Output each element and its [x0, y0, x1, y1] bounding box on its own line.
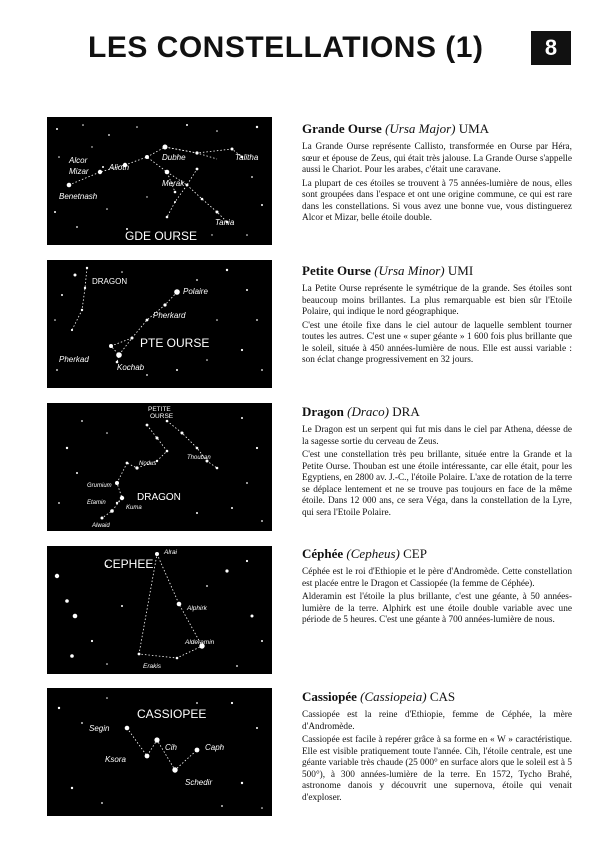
paragraph: Alderamin est l'étoile la plus brillante, c'est une géante, à 50 années-lumière de la terre. Alphirk est une étoile double variable avec une période de 5 heures. C'est une géante à 700 années-lumière de nous. [302, 592, 572, 625]
star-label-pherkard: Pherkard [153, 311, 186, 320]
section-heading: Dragon (Draco) DRA [302, 404, 420, 419]
star-label-dragon: DRAGON [92, 277, 128, 286]
paragraph: C'est une étoile fixe dans le ciel autour de laquelle semblent tourner toutes les autres. C'est une « super géante » 1 600 fois plus brillante que le soleil, située à 450 années-lumière de nous. Elle est aussi variable : son éclat change progressivement en 32 jours. [302, 320, 572, 365]
section-heading: Céphée (Cepheus) CEP [302, 546, 427, 561]
star-label-pherkad: Pherkad [59, 355, 89, 364]
section-cassiopee [302, 689, 572, 806]
paragraph: Le Dragon est un serpent qui fut mis dans le ciel par Athena, déesse de la sagesse sortie du cerveau de Zeus. [302, 425, 572, 447]
star-label-kochab: Kochab [117, 363, 145, 372]
star-label-benetnash: Benetnash [59, 192, 98, 201]
star-label-caph: Caph [205, 743, 225, 752]
paragraph: La plupart de ces étoiles se trouvent à 75 années-lumière de nous, elles sont groupées dans l'espace et ont une origine commune, ce qui est rare dans les constellations. Si vous avez une bonne vue, vous distinguerez Alcor et Mizar, belle étoile double. [302, 178, 572, 223]
chart-title: PTE OURSE [140, 336, 210, 350]
section-grande-ourse [302, 121, 572, 227]
section-heading: Cassiopée (Cassiopeia) CAS [302, 689, 456, 704]
star-chart-dragon [47, 403, 272, 531]
star-chart-grande-ourse [47, 117, 272, 245]
star-label-alrai: Alrai [164, 549, 178, 556]
star-label-alderamin: Alderamin [185, 639, 215, 646]
chart-title: CASSIOPEE [137, 707, 207, 721]
star-label-alcor: Alcor [69, 156, 88, 165]
star-label-nodus: Nodus [139, 461, 157, 467]
section-heading: Petite Ourse (Ursa Minor) UMI [302, 263, 474, 278]
star-label-alioth: Alioth [109, 163, 130, 172]
star-label-merak: Merak [162, 179, 185, 188]
star-label-talitha: Talitha [235, 153, 259, 162]
paragraph: Céphée est le roi d'Ethiopie et le père d'Andromède. Cette constellation est placée entre le Dragon et Cassiopée (la femme de Céphée). [302, 567, 572, 589]
star-label-erakis: Erakis [143, 663, 162, 670]
star-label-kuma: Kuma [126, 505, 142, 511]
star-label-alphirk: Alphirk [187, 605, 207, 612]
section-dragon [302, 404, 572, 521]
star-label-segin: Segin [89, 724, 110, 733]
star-label-tania: Tania [215, 218, 235, 227]
star-label-polaire: Polaire [183, 287, 208, 296]
section-cephee [302, 546, 572, 629]
paragraph: La Grande Ourse représente Callisto, transformée en Ourse par Héra, sœur et épouse de Zeus, qui était très jalouse. La Grande Ourse s'appelle aussi le Chariot. Pour les arabes, c'était une caravane. [302, 142, 572, 175]
paragraph: C'est une constellation très peu brillante, située entre la Grande et la Petite Ourse. Thouban est une étoile intéressante, car elle était, pour les Egyptiens, en 2800 av. J.-C., l'étoile Polaire. L'axe de rotation de la terre se déplace lentement et ne se trouve pas toujours en face de la même étoile. Dans 12 000 ans, ce sera Véga, dans la constellation de la Lyre, qui sera l'Etoile Polaire. [302, 450, 572, 518]
star-chart-petite-ourse [47, 260, 272, 388]
star-label-thouban: Thouban [187, 455, 211, 461]
section-heading: Grande Ourse (Ursa Major) UMA [302, 121, 490, 136]
paragraph: La Petite Ourse représente le symétrique de la grande. Ses étoiles sont beaucoup moins brillantes. La plus remarquable est bien sûr l'Etoile Polaire, qui indique le nord géographique. [302, 284, 572, 317]
star-label-schedir: Schedir [185, 778, 213, 787]
label-petite: PETITE [148, 406, 171, 413]
star-label-grumium: Grumium [87, 483, 112, 489]
star-chart-cassiopee [47, 688, 272, 816]
page-title: LES CONSTELLATIONS (1) [88, 31, 484, 64]
chart-title: GDE OURSE [125, 229, 198, 243]
star-label-ksora: Ksora [105, 755, 126, 764]
chart-title: DRAGON [137, 492, 181, 503]
paragraph: Cassiopée est facile à repérer grâce à sa forme en « W » caractéristique. Elle est visible pratiquement toute l'année. Cih, l'étoile centrale, est une géante variable très chaude (25 000° en surface alors que le soleil est à 5 500°), à 300 années-lumière de la terre. En 1572, Tycho Brahé, astronome danois y découvrit une supernova, étoile qui venait d'exploser. [302, 735, 572, 803]
chart-title: CEPHEE [104, 557, 154, 571]
label-ourse: OURSE [150, 413, 174, 420]
star-label-dubhe: Dubhe [162, 153, 186, 162]
star-chart-cephee [47, 546, 272, 674]
star-label-etamin: Etamin [87, 500, 106, 506]
page-number-badge: 8 [531, 31, 571, 65]
section-petite-ourse [302, 263, 572, 369]
star-label-alwaid: Alwaid [92, 523, 110, 529]
star-label-mizar: Mizar [69, 167, 89, 176]
star-label-cih: Cih [165, 743, 178, 752]
paragraph: Cassiopée est la reine d'Ethiopie, femme de Céphée, la mère d'Andromède. [302, 710, 572, 732]
